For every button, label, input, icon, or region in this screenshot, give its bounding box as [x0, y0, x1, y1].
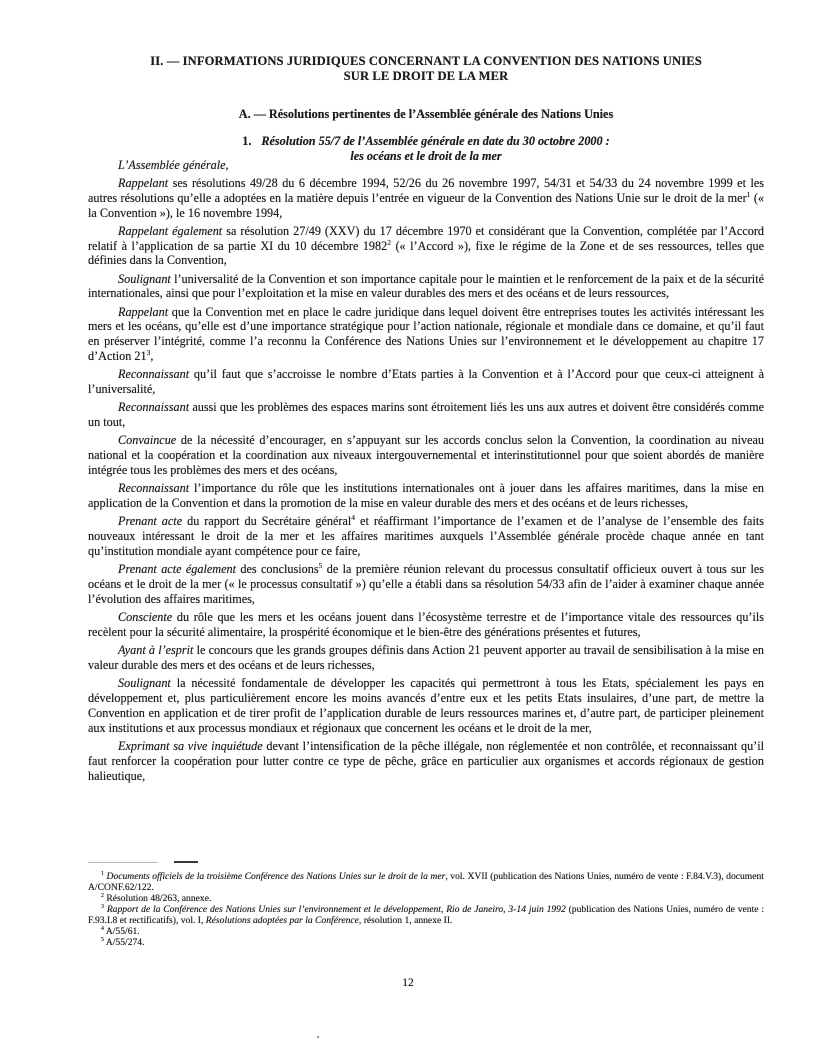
- footnote-reference: 3: [146, 348, 151, 358]
- text: la nécessité fondamentale de développer les capacités qui permettront à tous les Etats, spécialement les pays en développement et, plus particulièrement encore les moins avancés d’entre eux et les petits Etats insulaires, d’une part, de mettre la Convention en application et de tirer profit de l’application durable de leurs ressources marines et, d’autre part, de participer pleinement aux institutions et aux processus mondiaux et régionaux que concernent les océans et le droit de la mer,: [88, 676, 764, 735]
- footnote-reference: 5: [101, 936, 104, 943]
- resolution-heading-line1: [88, 134, 764, 149]
- text: de la nécessité d’encourager, en s’appuyant sur les accords conclus selon la Convention, la coordination au niveau national et la coopération et la coordination aux niveaux intergouvernemental et interinstitutionnel pour que soient abordés de manière intégrée tous les problèmes des mers et des océans,: [88, 433, 764, 478]
- footnote-reference: 2: [387, 237, 391, 247]
- footnote-reference: 3: [101, 903, 104, 910]
- text: (« la Convention »), le 16 novembre 1994,: [88, 190, 764, 220]
- italic-text: Consciente: [118, 610, 173, 625]
- italic-text: Reconnaissant: [118, 400, 190, 415]
- body-text: [88, 156, 764, 785]
- text: du rôle que les mers et les océans jouent dans l’écosystème terrestre et de l’importance vitale des ressources qu’ils recèlent pour la sécurité alimentaire, la prospérité économique et le bien-être des générations présentes et futures,: [88, 610, 764, 639]
- italic-text: Rappelant: [118, 304, 169, 319]
- text: , vol. XVII (publication des Nations Unies, numéro de vente : F.84.V.3), document A/CONF.62/122.: [88, 871, 764, 893]
- footnote-rule-dark: [174, 861, 198, 863]
- footnote-separator: [88, 861, 764, 864]
- footnote-reference: 1: [746, 189, 751, 199]
- footnote: [88, 904, 764, 926]
- italic-text: Ayant à l’esprit: [118, 643, 194, 658]
- footnote-reference: 1: [101, 870, 104, 877]
- text: le concours que les grands groupes définis dans Action 21 peuvent apporter au travail de sensibilisation à la mise en valeur durable des mers et des océans et de leurs richesses,: [88, 643, 764, 672]
- text: que la Convention met en place le cadre juridique dans lequel doivent être entreprises toutes les activités intéressant les mers et les océans, qu’elle est d’une importance stratégique pour l’action nationale, régionale et mondiale dans ce domaine, et qu’il faut en préserver l’intégrité, comme l’a reconnu la Conférence des Nations Unies sur l’environnement et le développement au chapitre 17 d’Action 21: [88, 304, 764, 364]
- italic-text: Résolutions adoptées par la Conférence: [205, 915, 359, 926]
- italic-text: Reconnaissant: [118, 481, 190, 496]
- section-heading: A. — Résolutions pertinentes de l’Assemblée générale des Nations Unies: [238, 107, 614, 121]
- text: A/55/274.: [103, 937, 145, 948]
- italic-text: Rappelant également: [118, 223, 223, 238]
- body-paragraph: [88, 174, 764, 222]
- doc-title-line1: II. — INFORMATIONS JURIDIQUES CONCERNANT LA CONVENTION DES NATIONS UNIES: [150, 54, 702, 68]
- text: sa résolution 27/49 (XXV) du 17 décembre 1970 et considérant que la Convention, complétée par l’Accord relatif à l’application de sa partie XI du 10 décembre 1982: [88, 223, 764, 253]
- footnote-reference: 4: [351, 513, 356, 523]
- resolution-number: 1.: [242, 134, 252, 148]
- footnote-rule-light: [88, 862, 158, 863]
- italic-text: Rappelant: [118, 175, 169, 190]
- text: et réaffirmant l’importance de l’examen et de l’analyse de l’ensemble des faits nouveaux intéressant le droit de la mer et les affaires maritimes auxquels l’Assemblée générale procède chaque année en tant qu’institution mondiale ayant compétence pour ce faire,: [88, 514, 764, 559]
- body-paragraph: [88, 399, 764, 432]
- text: qu’il faut que s’accroisse le nombre d’Etats parties à la Convention et à l’Accord pour que ceux-ci atteignent à l’universalité,: [88, 367, 764, 397]
- text: des conclusions: [235, 562, 319, 577]
- text: (publication des Nations Unies, numéro de vente : F.93.I.8 et rectificatifs), vol. I,: [88, 904, 765, 926]
- body-paragraph: [88, 303, 764, 366]
- text: A/55/61.: [103, 926, 140, 937]
- body-paragraph: [88, 608, 764, 641]
- footnotes-list: [88, 871, 764, 948]
- text: de la première réunion relevant du processus consultatif officieux ouvert à tous sur les océans et le droit de la mer (« le processus consultatif ») qu’elle a établi dans sa résolution 54/33 afin de l’aider à examiner chaque année l’évolution des affaires maritimes,: [88, 562, 764, 606]
- body-paragraph: [88, 737, 764, 785]
- italic-text: Prenant acte également: [118, 562, 236, 577]
- document-header: [88, 54, 764, 164]
- italic-text: Rapport de la Conférence des Nations Unies sur l’environnement et le développement, Rio de Janeiro, 3-14 juin 1992: [106, 904, 566, 915]
- text: l’universalité de la Convention et son importance capitale pour le maintien et le renforcement de la paix et de la sécurité internationales, ainsi que pour l’exploitation et la mise en valeur durables des mers et des océans et de leurs ressources,: [88, 271, 764, 301]
- scan-artifact-dot: [317, 1036, 319, 1038]
- text: ses résolutions 49/28 du 6 décembre 1994, 52/26 du 26 novembre 1997, 54/31 et 54/33 du 24 novembre 1999 et les autres résolutions qu’elle a adoptées en la matière depuis l’entrée en vigueur de la Convention des Nations Unie sur le droit de la mer: [88, 175, 764, 205]
- footnote: [88, 937, 764, 948]
- footnote: [88, 893, 764, 904]
- body-paragraph: [88, 366, 764, 399]
- text: aussi que les problèmes des espaces marins sont étroitement liés les uns aux autres et doivent être considérés comme un tout,: [88, 400, 764, 430]
- italic-text: Prenant acte: [118, 514, 183, 529]
- body-paragraph: [88, 513, 764, 561]
- text: ,: [150, 349, 154, 364]
- body-paragraph: [88, 674, 764, 737]
- resolution-title-line2: les océans et le droit de la mer: [350, 149, 502, 163]
- footnote-reference: 2: [101, 892, 104, 899]
- italic-text: L’Assemblée générale,: [118, 157, 229, 172]
- body-paragraph: [88, 432, 764, 480]
- resolution-title-line1: Résolution 55/7 de l’Assemblée générale en date du 30 octobre 2000 :: [261, 134, 610, 148]
- footnote-reference: 4: [101, 925, 104, 932]
- italic-text: Exprimant sa vive inquiétude: [118, 738, 263, 753]
- body-paragraph: [88, 222, 764, 270]
- body-paragraph: [88, 480, 764, 513]
- italic-text: Soulignant: [118, 676, 171, 691]
- body-paragraph: [88, 641, 764, 674]
- italic-text: Documents officiels de la troisième Conférence des Nations Unies sur le droit de la mer: [106, 871, 446, 882]
- text: du rapport du Secrétaire général: [182, 514, 352, 529]
- text: Résolution 48/263, annexe.: [103, 893, 212, 904]
- footnote: [88, 926, 764, 937]
- text: l’importance du rôle que les institutions internationales ont à jouer dans les affaires maritimes, dans la mise en application de la Convention et dans la promotion de la mise en valeur durable des mers et des océans et de leurs richesses,: [88, 481, 764, 511]
- text: devant l’intensification de la pêche illégale, non réglementée et non contrôlée, et reconnaissant qu’il faut renforcer la coopération pour lutter contre ce type de pêche, grâce en particulier aux organismes et accords régionaux de gestion halieutique,: [88, 738, 764, 783]
- body-paragraph: [88, 156, 764, 174]
- text: (« l’Accord »), fixe le régime de la Zone et de ses ressources, telles que définies dans la Convention,: [88, 238, 765, 268]
- body-paragraph: [88, 270, 764, 303]
- italic-text: Soulignant: [118, 271, 171, 286]
- footnote: [88, 871, 764, 893]
- doc-title-line2: SUR LE DROIT DE LA MER: [343, 69, 509, 83]
- text: , résolution 1, annexe II.: [358, 915, 453, 926]
- body-paragraph: [88, 561, 764, 609]
- italic-text: Convaincue: [118, 433, 177, 448]
- page-number: 12: [402, 977, 414, 989]
- footnote-reference: 5: [318, 561, 323, 571]
- italic-text: Reconnaissant: [118, 367, 190, 382]
